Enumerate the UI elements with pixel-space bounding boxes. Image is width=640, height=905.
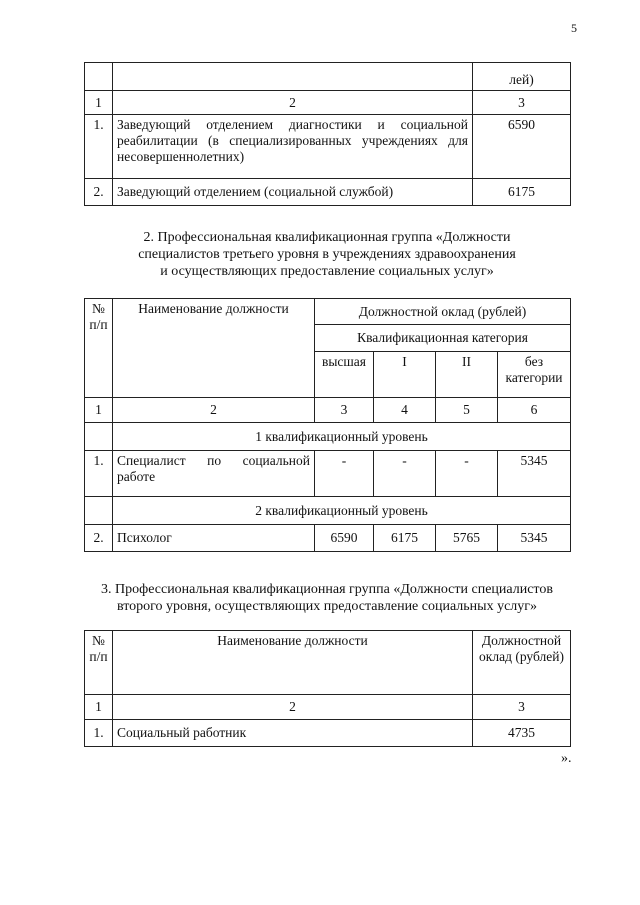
row-number: 2. (85, 179, 113, 206)
row-number: 1. (85, 115, 113, 179)
col-name-header: Наименование должности (113, 631, 473, 695)
row-number: 1. (85, 451, 113, 497)
index-cell: 2 (113, 398, 315, 423)
col-name-header: Наименование должности (113, 299, 315, 398)
salary-value: 6175 (374, 525, 436, 552)
table-row (85, 179, 571, 206)
header-cell: лей) (473, 63, 571, 91)
table-row (85, 631, 571, 695)
category-cell: II (436, 352, 498, 398)
index-cell: 5 (436, 398, 498, 423)
table-row (85, 720, 571, 747)
col-num-header: № п/п (85, 631, 113, 695)
table-row (85, 451, 571, 497)
table-row (85, 525, 571, 552)
index-cell: 3 (473, 91, 571, 115)
col-num-header: № п/п (85, 299, 113, 398)
col-salary-header: Должностной оклад (рублей) (473, 631, 571, 695)
index-cell: 2 (113, 695, 473, 720)
position-name: Психолог (113, 525, 315, 552)
heading-line: 3. Профессиональная квалификационная группа «Должности специалистов (101, 582, 553, 597)
col-category-header: Квалификационная категория (315, 325, 571, 352)
salary-value: 5765 (436, 525, 498, 552)
heading-line: и осуществляющих предоставление социальных услуг» (160, 264, 494, 279)
table-row (85, 423, 571, 451)
empty-cell (113, 63, 473, 91)
index-cell: 3 (315, 398, 374, 423)
table-row (85, 91, 571, 115)
salary-value: 5345 (498, 525, 571, 552)
row-number: 1. (85, 720, 113, 747)
index-cell: 1 (85, 398, 113, 423)
section2-heading (84, 229, 570, 280)
position-name: Заведующий отделением диагностики и социальной реабилитации (в специализированных учреждениях для несовершеннолетних) (113, 115, 473, 179)
closing-quote-mark: ». (561, 751, 572, 766)
table-row (85, 398, 571, 423)
section3-heading (60, 581, 594, 615)
category-cell: I (374, 352, 436, 398)
heading-line: второго уровня, осуществляющих предоставление социальных услуг» (116, 599, 538, 614)
index-cell: 6 (498, 398, 571, 423)
table-section2 (84, 298, 571, 552)
salary-value: 5345 (498, 451, 571, 497)
table-row (85, 695, 571, 720)
index-cell: 4 (374, 398, 436, 423)
table-section3 (84, 630, 571, 747)
empty-cell (85, 423, 113, 451)
category-cell: высшая (315, 352, 374, 398)
position-name: Заведующий отделением (социальной службой) (113, 179, 473, 206)
salary-value: - (374, 451, 436, 497)
empty-cell (85, 497, 113, 525)
position-name: Социальный работник (113, 720, 473, 747)
salary-value: - (436, 451, 498, 497)
index-cell: 2 (113, 91, 473, 115)
salary-value: - (315, 451, 374, 497)
salary-value: 6590 (315, 525, 374, 552)
index-cell: 1 (85, 91, 113, 115)
page-number: 5 (571, 21, 577, 35)
position-name: Специалист по социальной работе (113, 451, 315, 497)
table-row (85, 497, 571, 525)
salary-value: 6590 (473, 115, 571, 179)
heading-line: специалистов третьего уровня в учреждениях здравоохранения (138, 247, 516, 262)
empty-cell (85, 63, 113, 91)
row-number: 2. (85, 525, 113, 552)
heading-line: 2. Профессиональная квалификационная группа «Должности (143, 230, 511, 245)
table-continuation (84, 62, 571, 206)
salary-value: 4735 (473, 720, 571, 747)
qualification-level: 1 квалификационный уровень (113, 423, 571, 451)
index-cell: 3 (473, 695, 571, 720)
category-cell: без категории (498, 352, 571, 398)
table-row (85, 115, 571, 179)
table-row (85, 63, 571, 91)
col-salary-header: Должностной оклад (рублей) (315, 299, 571, 325)
table-row (85, 299, 571, 325)
salary-value: 6175 (473, 179, 571, 206)
index-cell: 1 (85, 695, 113, 720)
qualification-level: 2 квалификационный уровень (113, 497, 571, 525)
